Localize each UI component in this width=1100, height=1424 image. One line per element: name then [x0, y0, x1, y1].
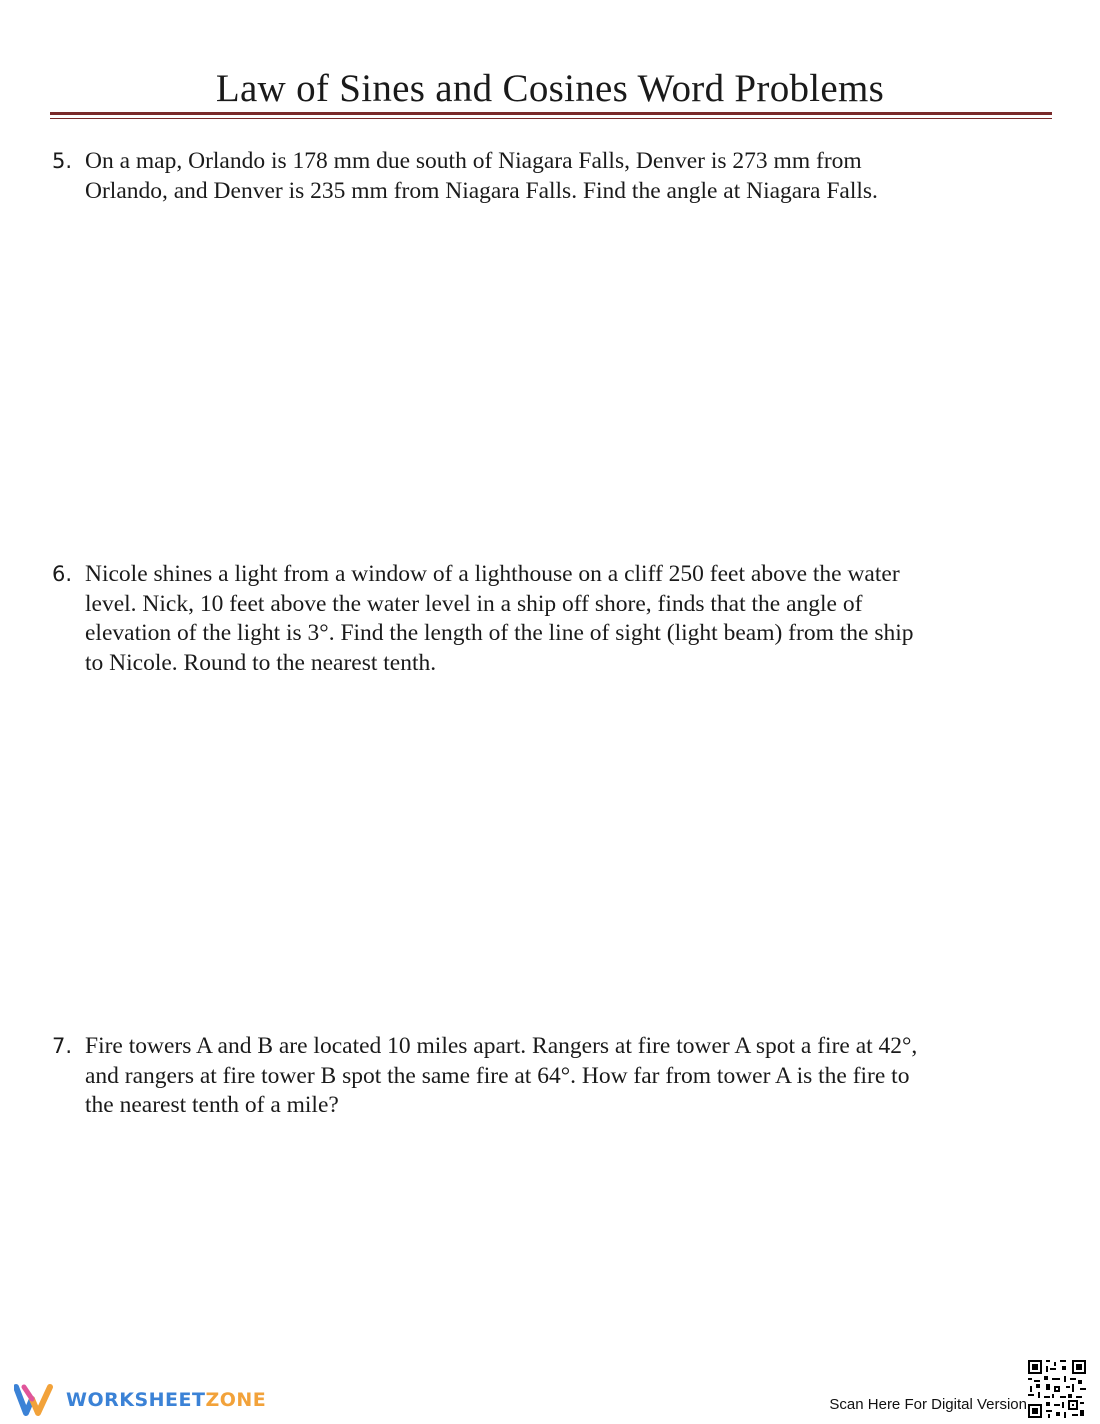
page-title: Law of Sines and Cosines Word Problems — [215, 67, 885, 110]
scan-caption: Scan Here For Digital Version — [829, 1396, 1027, 1413]
problem-text: Fire towers A and B are located 10 miles apart. Rangers at fire tower A spot a fire at 42°, and rangers at fire tower B spot the same fire at 64°. How far from tower A is the fire to the nearest tenth of a mile? — [85, 1033, 918, 1118]
brand-name — [66, 1389, 266, 1411]
problem-7 — [52, 1032, 1042, 1121]
title-divider-thick — [50, 112, 1052, 115]
worksheetzone-logo-icon — [14, 1383, 60, 1417]
problem-number: 7. — [52, 1034, 73, 1058]
brand-name-part1: WORKSHEET — [66, 1389, 206, 1411]
problem-text: On a map, Orlando is 178 mm due south of Niagara Falls, Denver is 273 mm from Orlando, and Denver is 235 mm from Niagara Falls. Find the angle at Niagara Falls. — [85, 148, 878, 204]
qr-code-icon[interactable] — [1028, 1360, 1086, 1418]
problem-6 — [52, 560, 1042, 678]
problem-5 — [52, 147, 1042, 206]
problem-number: 5. — [52, 149, 73, 173]
problem-number: 6. — [52, 562, 73, 586]
title-divider-thin — [50, 118, 1052, 119]
worksheetzone-logo[interactable] — [14, 1382, 266, 1418]
brand-name-part2: ZONE — [205, 1389, 267, 1411]
problem-text: Nicole shines a light from a window of a lighthouse on a cliff 250 feet above the water level. Nick, 10 feet above the water level in a ship off shore, finds that the angle of elevation of the light is 3°. Find the length of the line of sight (light beam) from the ship to Nicole. Round to the nearest tenth. — [85, 561, 914, 676]
